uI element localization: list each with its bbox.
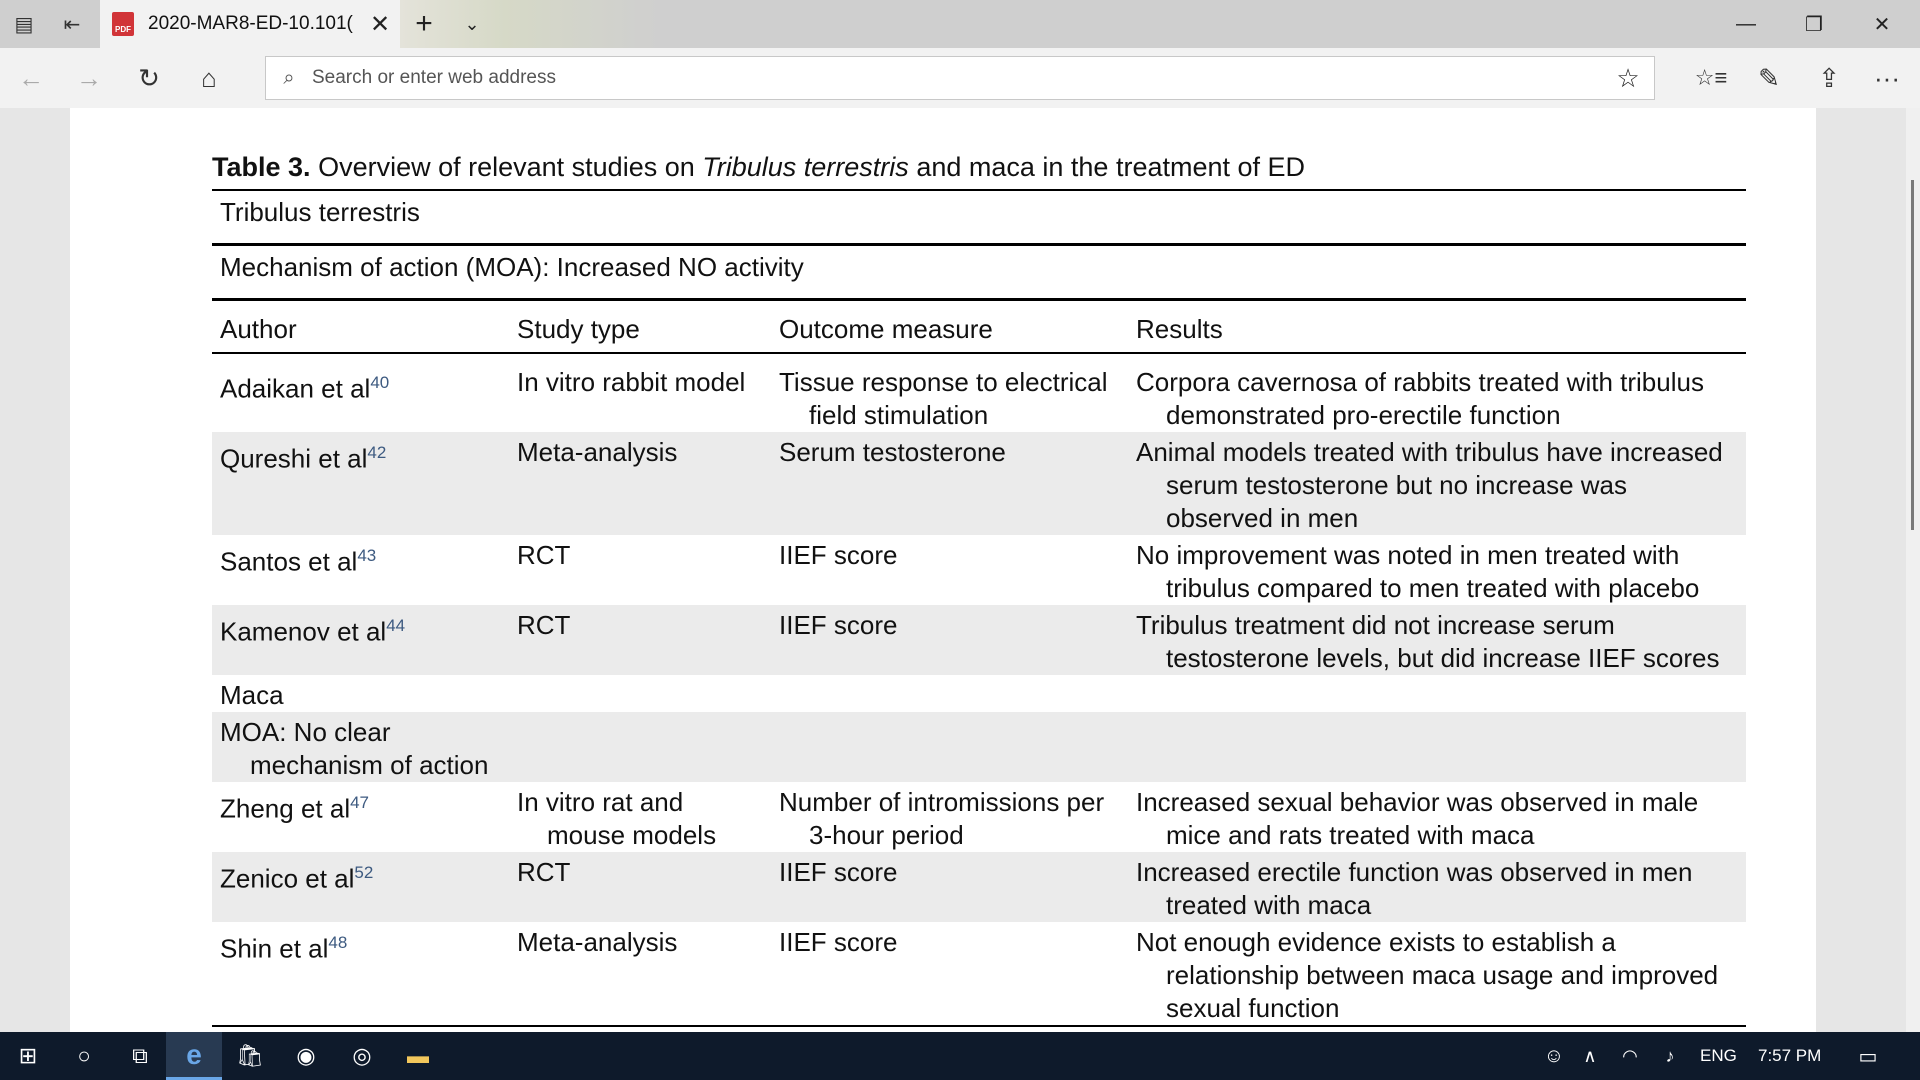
- ref-cell: 40: [370, 373, 390, 392]
- action-center-icon[interactable]: ▭: [1858, 1045, 1878, 1068]
- author-cell: Shin et al: [220, 933, 329, 964]
- moa-row-maca: [212, 712, 1746, 782]
- results-cell: Corpora cavernosa of rabbits treated with tribulus demonstrated pro-erectile function: [1136, 367, 1704, 430]
- caption-label: Table 3.: [212, 152, 311, 182]
- volume-icon[interactable]: ♪: [1665, 1045, 1675, 1066]
- tab-actions-icon[interactable]: ▤: [14, 13, 34, 36]
- tab-bar: [0, 0, 1920, 48]
- study-cell: RCT: [509, 852, 771, 922]
- results-cell: Not enough evidence exists to establish a relationship between maca usage and improved sexual function: [1136, 927, 1719, 1023]
- file-explorer-icon[interactable]: ▬: [407, 1043, 429, 1068]
- ref-cell: 52: [354, 863, 374, 882]
- table-row: [212, 922, 1746, 1026]
- back-button[interactable]: ←: [18, 62, 44, 93]
- tab-title: 2020-MAR8-ED-10.101(: [148, 13, 353, 34]
- taskbar: [0, 1032, 1920, 1080]
- pdf-icon: PDF: [112, 12, 134, 36]
- author-cell: Qureshi et al: [220, 443, 368, 474]
- tab-preview-toggle-icon[interactable]: ⌄: [464, 13, 480, 34]
- header-outcome: Outcome measure: [771, 301, 1128, 353]
- language-indicator[interactable]: ENG: [1700, 1046, 1737, 1065]
- table-row: [212, 353, 1746, 432]
- results-cell: Animal models treated with tribulus have increased serum testosterone but no increase was observed in men: [1128, 432, 1746, 535]
- favorite-star-icon[interactable]: ☆: [1616, 62, 1640, 93]
- home-button[interactable]: ⌂: [201, 62, 217, 93]
- favorites-hub-icon[interactable]: ☆≡: [1694, 65, 1728, 90]
- study-cell: RCT: [509, 605, 771, 675]
- results-cell: Tribulus treatment did not increase serum testosterone levels, but did increase IIEF scores: [1128, 605, 1746, 675]
- section-maca: Maca: [220, 680, 284, 710]
- table-row: [212, 605, 1746, 675]
- address-bar[interactable]: [265, 56, 1655, 100]
- table-row: [212, 782, 1746, 852]
- clock[interactable]: 7:57 PM: [1758, 1046, 1822, 1065]
- new-tab-button[interactable]: +: [415, 7, 433, 40]
- results-cell: Increased sexual behavior was observed in male mice and rats treated with maca: [1136, 787, 1699, 850]
- header-results: Results: [1128, 301, 1746, 353]
- study-cell: In vitro rat and mouse models: [517, 787, 717, 850]
- results-cell: Increased erectile function was observed in men treated with maca: [1128, 852, 1746, 922]
- table-row: [212, 535, 1746, 605]
- author-cell: Zheng et al: [220, 793, 351, 824]
- ref-cell: 47: [350, 793, 370, 812]
- outcome-cell: Tissue response to electrical field stimulation: [779, 367, 1108, 430]
- scrollbar[interactable]: [1906, 108, 1920, 1032]
- table-row: [212, 432, 1746, 535]
- forward-button[interactable]: →: [76, 62, 102, 93]
- set-aside-tabs-icon[interactable]: ⇤: [63, 13, 81, 36]
- navigation-bar: [0, 48, 1920, 108]
- ref-cell: 42: [367, 443, 387, 462]
- show-hidden-icons-icon[interactable]: ∧: [1583, 1045, 1597, 1066]
- moa-maca: MOA: No clear mechanism of action: [212, 712, 509, 782]
- start-button[interactable]: ⊞: [18, 1043, 38, 1068]
- edge-icon[interactable]: e: [166, 1032, 222, 1080]
- store-icon[interactable]: 🛍: [236, 1043, 264, 1068]
- header-author: Author: [212, 301, 509, 353]
- outcome-cell: Serum testosterone: [771, 432, 1128, 535]
- caption-text-2: and maca in the treatment of ED: [916, 152, 1306, 182]
- wifi-icon[interactable]: ◠: [1622, 1045, 1638, 1066]
- outcome-cell: IIEF score: [771, 852, 1128, 922]
- tab-close-button[interactable]: ✕: [369, 10, 391, 38]
- active-tab[interactable]: [100, 0, 400, 48]
- minimize-button[interactable]: —: [1736, 12, 1756, 35]
- scroll-thumb[interactable]: [1911, 180, 1914, 530]
- caption-text-1: Overview of relevant studies on: [318, 152, 695, 182]
- chrome-icon[interactable]: ◉: [296, 1043, 316, 1068]
- restore-button[interactable]: ❐: [1805, 13, 1823, 36]
- author-cell: Zenico et al: [220, 863, 355, 894]
- task-view-icon[interactable]: ⧉: [132, 1043, 148, 1068]
- web-note-icon[interactable]: ✎: [1758, 62, 1780, 93]
- close-window-button[interactable]: ✕: [1873, 13, 1891, 36]
- section-row-maca: [212, 675, 1746, 712]
- caption-italic: Tribulus terrestris: [702, 152, 909, 182]
- ref-cell: 43: [357, 546, 377, 565]
- share-icon[interactable]: ⇪: [1818, 62, 1840, 93]
- more-menu-icon[interactable]: ···: [1874, 62, 1900, 93]
- people-icon[interactable]: ☺: [1543, 1044, 1565, 1067]
- author-cell: Santos et al: [220, 546, 358, 577]
- author-cell: Kamenov et al: [220, 616, 387, 647]
- results-cell: No improvement was noted in men treated with tribulus compared to men treated with placebo: [1136, 540, 1700, 603]
- refresh-button[interactable]: ↻: [138, 62, 160, 93]
- ref-cell: 48: [328, 933, 348, 952]
- moa-tribulus: Mechanism of action (MOA): Increased NO activity: [220, 252, 804, 282]
- cortana-icon[interactable]: ○: [77, 1043, 91, 1068]
- table-row: [212, 852, 1746, 922]
- pdf-viewport[interactable]: [0, 108, 1920, 1032]
- outcome-cell: Number of intromissions per 3-hour period: [779, 787, 1105, 850]
- outcome-cell: IIEF score: [771, 605, 1128, 675]
- study-cell: In vitro rabbit model: [517, 367, 746, 397]
- ref-cell: 44: [386, 616, 406, 635]
- media-player-icon[interactable]: ◎: [352, 1043, 372, 1068]
- author-cell: Adaikan et al: [220, 373, 371, 404]
- study-cell: Meta-analysis: [517, 927, 678, 957]
- address-input[interactable]: Search or enter web address: [312, 67, 556, 88]
- section-tribulus: Tribulus terrestris: [220, 197, 420, 227]
- study-cell: Meta-analysis: [509, 432, 771, 535]
- search-icon: ⌕: [283, 66, 295, 89]
- studies-table: [212, 301, 1746, 1027]
- outcome-cell: IIEF score: [779, 927, 898, 957]
- table-3: [212, 152, 1746, 1032]
- outcome-cell: IIEF score: [779, 540, 898, 570]
- study-cell: RCT: [517, 540, 571, 570]
- table-caption: [212, 152, 1746, 189]
- header-study-type: Study type: [509, 301, 771, 353]
